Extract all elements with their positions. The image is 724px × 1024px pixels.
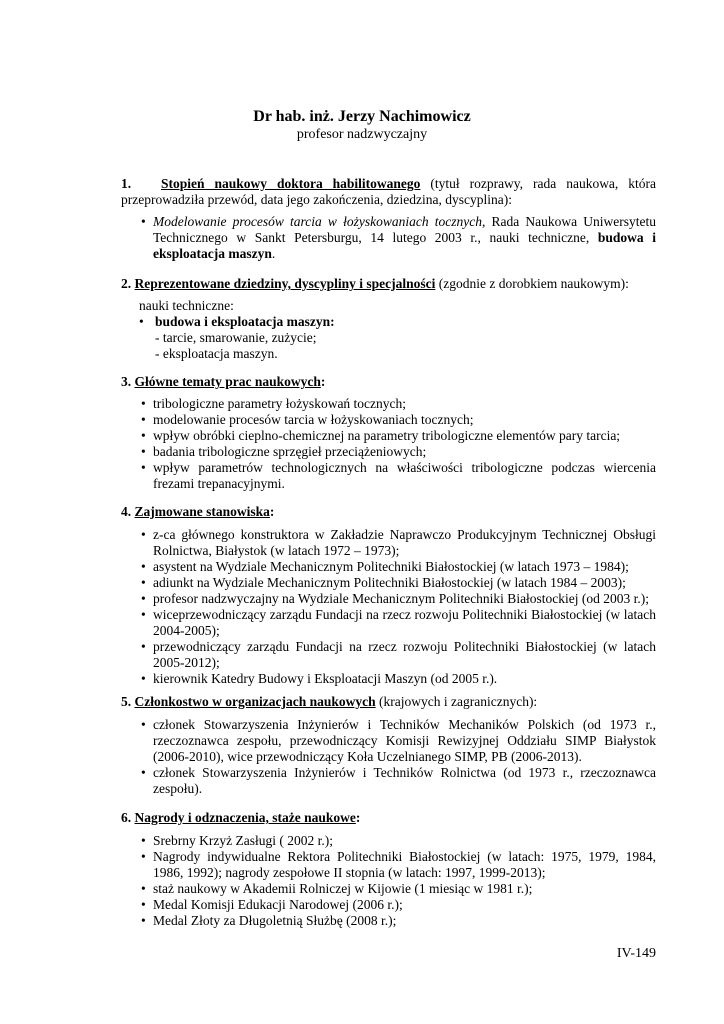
section-number: 1. — [121, 176, 132, 191]
thesis-title: Modelowanie procesów tarcia w łożyskowaniach tocznych — [153, 214, 482, 229]
specialty-item: - eksploatacja maszyn. — [155, 346, 278, 361]
bullet-icon: • — [141, 460, 146, 475]
list-item — [121, 396, 656, 412]
section-1 — [121, 176, 656, 262]
list-item-text: staż naukowy w Akademii Rolniczej w Kijowie (1 miesiąc w 1981 r.); — [153, 881, 533, 896]
section-title: Nagrody i odznaczenia, staże naukowe — [134, 810, 356, 825]
list-item — [121, 765, 656, 797]
bullet-icon: • — [141, 412, 146, 427]
section-2-heading — [121, 276, 656, 292]
bullet-icon: • — [141, 671, 146, 686]
list-item-text: adiunkt na Wydziale Mechanicznym Politechniki Białostockiej (w latach 1984 – 2003); — [153, 575, 626, 590]
section-4 — [121, 504, 656, 687]
list-item — [121, 833, 656, 849]
section-6 — [121, 810, 656, 929]
section-note: (krajowych i zagranicznych): — [375, 694, 538, 709]
list-item-text: wpływ obróbki cieplno-chemicznej na parametry tribologiczne elementów pary tarcia; — [153, 428, 621, 443]
punctuation: . — [271, 246, 276, 261]
list-item — [121, 913, 656, 929]
section-title: Członkostwo w organizacjach naukowych — [134, 694, 376, 709]
list-item-text: tribologiczne parametry łożyskowań tocznych; — [153, 396, 407, 411]
list-item-text: Medal Złoty za Długoletnią Służbę (2008 r.); — [153, 913, 397, 928]
list-item — [121, 849, 656, 881]
section-number: 5. — [121, 694, 132, 709]
bullet-icon: • — [141, 849, 146, 864]
list-item — [121, 460, 656, 492]
section-1-heading — [121, 176, 656, 208]
discipline-name: budowa i eksploatacja maszyn: — [155, 314, 335, 329]
list-item — [121, 881, 656, 897]
section-note: (tytuł rozprawy, rada naukowa, która przeprowadziła przewód, data jego zakończenia, dziedzina, dyscyplina): — [121, 176, 656, 207]
list-item — [121, 591, 656, 607]
punctuation: : — [269, 504, 275, 519]
section-1-list — [121, 214, 656, 262]
list-item — [121, 428, 656, 444]
bullet-icon: • — [141, 717, 146, 732]
specialty-item: - tarcie, smarowanie, zużycie; — [155, 330, 317, 345]
list-item — [121, 412, 656, 428]
list-item-text: Medal Komisji Edukacji Narodowej (2006 r.); — [153, 897, 403, 912]
list-item-text: asystent na Wydziale Mechanicznym Politechniki Białostockiej (w latach 1973 – 1984); — [153, 559, 629, 574]
section-title: Stopień naukowy doktora habilitowanego — [161, 176, 421, 191]
section-2 — [121, 276, 656, 362]
section-title: Reprezentowane dziedziny, dyscypliny i specjalności — [134, 276, 436, 291]
list-item-text: modelowanie procesów tarcia w łożyskowaniach tocznych; — [153, 412, 474, 427]
list-item — [121, 444, 656, 460]
bullet-icon: • — [141, 881, 146, 896]
section-title: Główne tematy prac naukowych — [134, 374, 321, 389]
list-item-text: wpływ parametrów technologicznych na właściwości tribologiczne podczas wiercenia frezami trepanacyjnymi. — [153, 460, 656, 491]
list-item-text: kierownik Katedry Budowy i Eksploatacji Maszyn (od 2005 r.). — [153, 671, 498, 686]
section-note: (zgodnie z dorobkiem naukowym): — [435, 276, 629, 291]
thesis-details: , Rada Naukowa Uniwersytetu Technicznego w Sankt Petersburgu, 14 lutego 2003 r., nauki techniczne, — [153, 214, 656, 245]
section-number: 2. — [121, 276, 132, 291]
list-item-text: Nagrody indywidualne Rektora Politechniki Białostockiej (w latach: 1975, 1979, 1984, 1986, 1992); nagrody zespołowe II stopnia (w latach: 1997, 1999-2013); — [153, 849, 656, 880]
section-3-list — [121, 396, 656, 492]
section-6-heading — [121, 810, 656, 826]
list-item — [121, 897, 656, 913]
list-item — [121, 559, 656, 575]
section-4-list — [121, 527, 656, 687]
bullet-icon: • — [141, 444, 146, 459]
bullet-icon: • — [141, 765, 146, 780]
page-subtitle: profesor nadzwyczajny — [296, 127, 428, 142]
bullet-icon: • — [141, 913, 146, 928]
list-item-text: członek Stowarzyszenia Inżynierów i Techników Mechaników Polskich (od 1973 r., rzeczoznawca zespołu, przewodniczący Komisji Rewizyjnej Oddziału SIMP Białystok (2006-2010), wice przewodniczący Koła Uczelnianego SIMP, PB (2006-2013). — [153, 717, 656, 764]
bullet-icon: • — [141, 214, 146, 229]
list-item — [121, 314, 656, 330]
bullet-icon: • — [141, 428, 146, 443]
list-item-text: przewodniczący zarządu Fundacji na rzecz rozwoju Politechniki Białostockiej (w latach 2005-2012); — [153, 639, 656, 670]
list-item — [121, 527, 656, 559]
section-3 — [121, 374, 656, 492]
page-title: Dr hab. inż. Jerzy Nachimowicz — [253, 108, 471, 125]
list-item — [121, 575, 656, 591]
section-number: 4. — [121, 504, 132, 519]
thesis-discipline: budowa i eksploatacja maszyn — [153, 230, 656, 261]
bullet-icon: • — [141, 559, 146, 574]
section-6-list — [121, 833, 656, 929]
bullet-icon: • — [139, 314, 144, 329]
section-number: 6. — [121, 810, 132, 825]
list-item-text: Srebrny Krzyż Zasługi ( 2002 r.); — [153, 833, 333, 848]
bullet-icon: • — [141, 396, 146, 411]
list-item-text: z-ca głównego konstruktora w Zakładzie Naprawczo Produkcyjnym Technicznej Obsługi Rolnictwa, Białystok (w latach 1972 – 1973); — [153, 527, 656, 558]
list-item — [121, 671, 656, 687]
section-5-list — [121, 717, 656, 797]
section-4-heading — [121, 504, 656, 520]
section-5-heading — [121, 694, 656, 710]
list-item-text: badania tribologiczne sprzęgieł przeciążeniowych; — [153, 444, 427, 459]
punctuation: : — [355, 810, 361, 825]
bullet-icon: • — [141, 527, 146, 542]
bullet-icon: • — [141, 591, 146, 606]
page-number: IV-149 — [616, 946, 656, 961]
list-item-text: wiceprzewodniczący zarządu Fundacji na rzecz rozwoju Politechniki Białostockiej (w latach 2004-2005); — [153, 607, 656, 638]
list-item — [121, 607, 656, 639]
bullet-icon: • — [141, 833, 146, 848]
section-2-list — [121, 314, 656, 330]
punctuation: : — [320, 374, 326, 389]
section-title: Zajmowane stanowiska — [134, 504, 270, 519]
bullet-icon: • — [141, 607, 146, 622]
list-item — [121, 639, 656, 671]
science-field: nauki techniczne: — [139, 298, 234, 313]
bullet-icon: • — [141, 575, 146, 590]
bullet-icon: • — [141, 639, 146, 654]
section-3-heading — [121, 374, 656, 390]
list-item — [121, 214, 656, 262]
section-5 — [121, 694, 656, 797]
bullet-icon: • — [141, 897, 146, 912]
section-number: 3. — [121, 374, 132, 389]
list-item-text: członek Stowarzyszenia Inżynierów i Techników Rolnictwa (od 1973 r., rzeczoznawca zespołu). — [153, 765, 656, 796]
list-item-text: profesor nadzwyczajny na Wydziale Mechanicznym Politechniki Białostockiej (od 2003 r.); — [153, 591, 650, 606]
list-item — [121, 717, 656, 765]
